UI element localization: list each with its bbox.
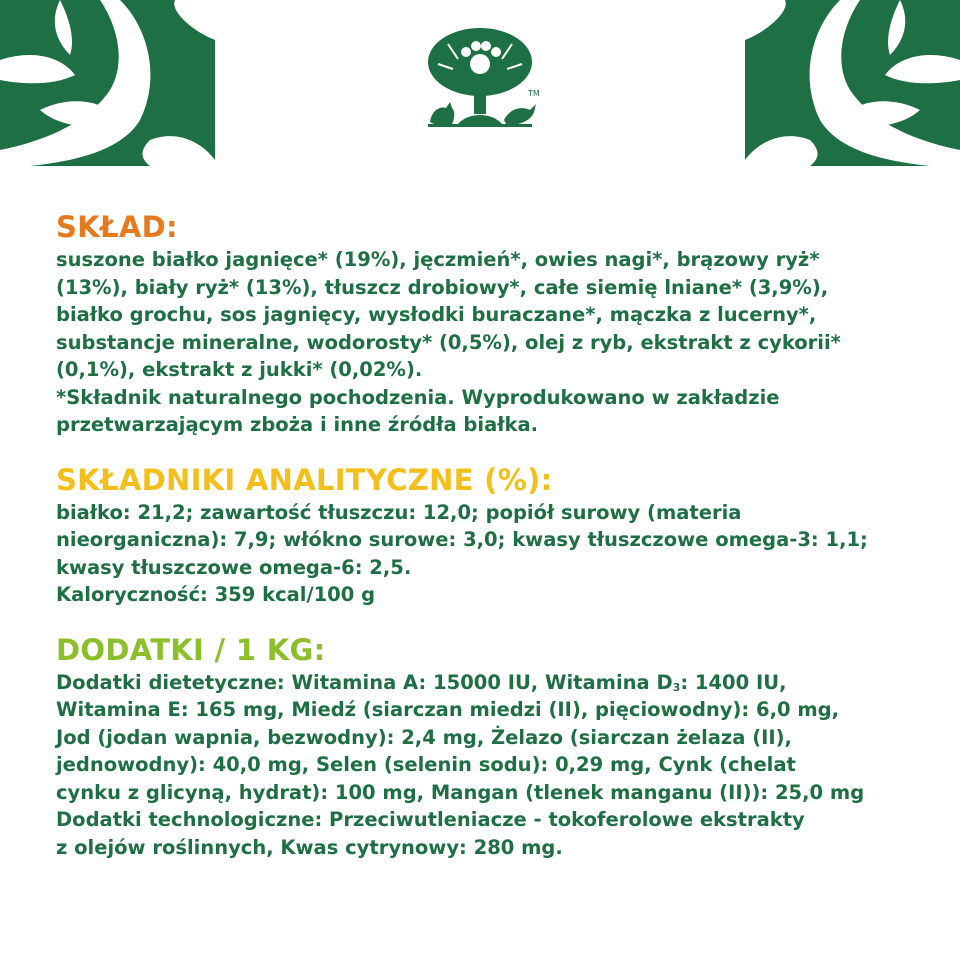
sklad-line-2: (13%), biały ryż* (13%), tłuszcz drobiowy*, całe siemię lniane* (3,9%), bbox=[56, 275, 829, 299]
dodatki-line-1-end: : 1400 IU, bbox=[680, 670, 787, 694]
vitamin-d-subscript: 3 bbox=[672, 680, 681, 694]
heading-analityczne: SKŁADNIKI ANALITYCZNE (%): bbox=[56, 462, 553, 497]
dodatki-line-3: Jod (jodan wapnia, bezwodny): 2,4 mg, Żelazo (siarczan żelaza (II), bbox=[56, 725, 792, 749]
sklad-note-line-1: *Składnik naturalnego pochodzenia. Wyprodukowano w zakładzie bbox=[56, 385, 780, 409]
header-band bbox=[0, 0, 960, 166]
heading-dodatki: DODATKI / 1 KG: bbox=[56, 632, 326, 667]
sklad-line-3: białko grochu, sos jagnięcy, wysłodki buraczane*, mączka z lucerny*, bbox=[56, 303, 817, 326]
trademark-mark: TM bbox=[528, 89, 540, 98]
dodatki-line-4: jednowodny): 40,0 mg, Selen (selenin sodu): 0,29 mg, Cynk (chelat bbox=[56, 753, 796, 776]
dodatki-line-7: z olejów roślinnych, Kwas cytrynowy: 280 mg. bbox=[56, 835, 563, 859]
analityczne-line-1: białko: 21,2; zawartość tłuszczu: 12,0; popiół surowy (materia bbox=[56, 500, 742, 524]
dodatki-line-1-text: Dodatki dietetyczne: Witamina A: 15000 IU, Witamina D bbox=[56, 670, 673, 694]
section-dodatki bbox=[56, 631, 936, 862]
brand-logo-icon bbox=[418, 24, 542, 128]
sklad-line-5: (0,1%), ekstrakt z jukki* (0,02%). bbox=[56, 358, 423, 381]
analityczne-line-3: kwasy tłuszczowe omega-6: 2,5. bbox=[56, 555, 412, 579]
kalorycznosc-line: Kaloryczność: 359 kcal/100 g bbox=[56, 583, 376, 606]
analityczne-line-2: nieorganiczna): 7,9; włókno surowe: 3,0; kwasy tłuszczowe omega-3: 1,1; bbox=[56, 528, 868, 551]
section-analityczne bbox=[56, 461, 936, 609]
leaf-corner-left-icon bbox=[0, 0, 215, 166]
dodatki-line-2: Witamina E: 165 mg, Miedź (siarczan miedzi (II), pięciowodny): 6,0 mg, bbox=[56, 698, 840, 721]
heading-sklad: SKŁAD: bbox=[56, 210, 178, 244]
sklad-note-line-2: przetwarzającym zboża i inne źródła białka. bbox=[56, 413, 539, 436]
sklad-line-1: suszone białko jagnięce* (19%), jęczmień*, owies nagi*, brązowy ryż* bbox=[56, 248, 820, 271]
dodatki-line-1 bbox=[56, 669, 936, 697]
sklad-line-4: substancje mineralne, wodorosty* (0,5%), olej z ryb, ekstrakt z cykorii* bbox=[56, 330, 841, 354]
leaf-corner-right-icon bbox=[745, 0, 960, 166]
section-sklad bbox=[56, 208, 936, 439]
label-content bbox=[56, 208, 936, 861]
dodatki-line-6: Dodatki technologiczne: Przeciwutleniacze - tokoferolowe ekstrakty bbox=[56, 808, 805, 831]
dodatki-line-5: cynku z glicyną, hydrat): 100 mg, Mangan (tlenek manganu (II)): 25,0 mg bbox=[56, 780, 865, 804]
